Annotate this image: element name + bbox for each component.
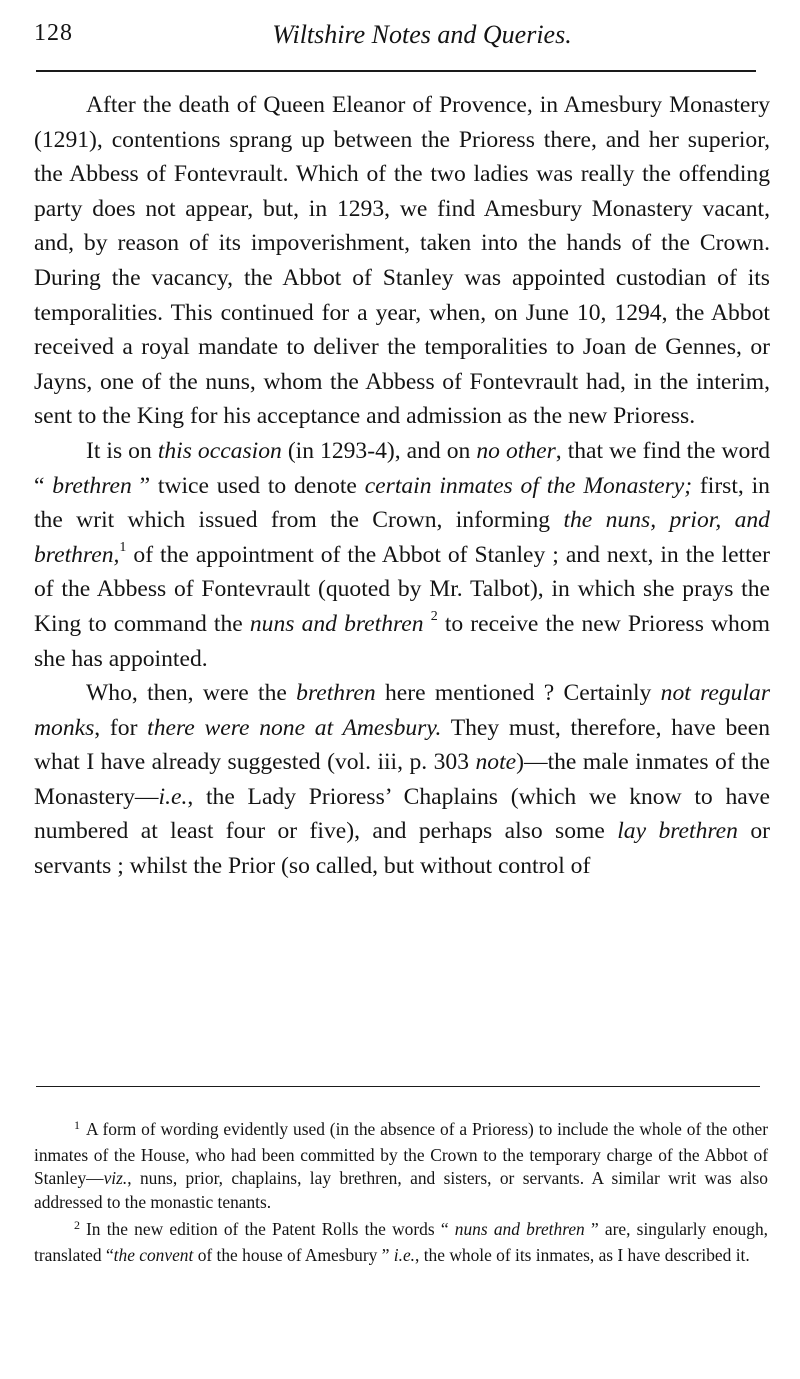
text-run: first, in the writ which issued from the Crown, informing (34, 472, 770, 534)
italic-text: brethren (296, 680, 376, 707)
text-run: )—the male inmates of the Monastery— (34, 749, 770, 810)
italic-text: nuns and brethren (249, 610, 424, 637)
footnote-reference: 1 (119, 539, 127, 555)
italic-text: there were none at Amesbury. (147, 714, 442, 741)
italic-text: viz. (103, 1168, 128, 1189)
page-header (34, 20, 770, 60)
text-run: ” twice used to denote (131, 472, 365, 499)
footnote-mark: 2 (74, 1218, 80, 1233)
footnote-reference: 2 (430, 609, 438, 625)
italic-text: brethren (52, 472, 132, 499)
paragraph (34, 88, 770, 434)
page-number: 128 (34, 20, 73, 46)
body-text (34, 88, 770, 884)
italic-text: no other (476, 437, 556, 464)
paragraph (34, 676, 770, 884)
italic-text: note (475, 749, 517, 776)
text-run: here mentioned ? Certainly (375, 680, 661, 707)
paragraph (34, 434, 770, 676)
text-run: , that we find the word “ (34, 437, 770, 499)
footnote (34, 1218, 768, 1267)
footnote-rule (36, 1086, 760, 1087)
italic-text: nuns and brethren (454, 1219, 585, 1240)
running-title: Wiltshire Notes and Queries. (272, 20, 572, 49)
text-run: They must, therefore, have been what I have already suggested (vol. iii, p. 303 (34, 714, 771, 776)
text-run: A form of wording evidently used (in the absence of a Prioress) to include the whole of the other inmates of the House, who had been committed by the Crown to the temporary charge of the Abbot of Stanley— (34, 1119, 768, 1189)
text-run: Who, then, were the (86, 680, 297, 707)
text-run: It is on (86, 437, 158, 464)
text-run: , the whole of its inmates, as I have described it. (415, 1244, 750, 1265)
text-run: , nuns, prior, chaplains, lay brethren, and sisters, or servants. A similar writ was also addressed to the monastic tenants. (34, 1168, 768, 1212)
text-run: of the appointment of the Abbot of Stanley ; and next, in the letter of the Abbess of Fontevrault (quoted by Mr. Talbot), in which she prays the King to command the (34, 541, 770, 637)
italic-text: lay brethren (617, 818, 738, 845)
text-run (424, 611, 431, 637)
text-run: After the death of Queen Eleanor of Provence, in Amesbury Monastery (1291), contentions sprang up between the Prioress there, and her superior, the Abbess of Fontevrault. Which of the two ladies was really the offending party does not appear, but, in 1293, we find Amesbury Monastery vacant, and, by reason of its impoverishment, taken into the hands of the Crown. During the vacancy, the Abbot of Stanley was appointed custodian of its temporalities. This continued for a year, when, on June 10, 1294, the Abbot received a royal mandate to deliver the temporalities to Joan de Gennes, or Jayns, one of the nuns, whom the Abbess of Fontevrault had, in the interim, sent to the King for his acceptance and admission as the new Prioress. (34, 92, 770, 430)
italic-text: not regular monks (34, 680, 770, 741)
italic-text: the nuns, prior, and brethren, (34, 507, 770, 568)
footnotes (34, 1118, 768, 1272)
text-run: or servants ; whilst the Prior (so called, but without control of (34, 818, 771, 880)
footnote-mark: 1 (74, 1118, 80, 1132)
text-run: to receive the new Prioress whom she has appointed. (34, 610, 770, 672)
text-run: (in 1293-4), and on (281, 437, 477, 464)
header-rule (36, 70, 756, 72)
italic-text: the convent (113, 1244, 194, 1265)
italic-text: certain inmates of the Monastery; (364, 472, 693, 499)
text-run: , the Lady Prioress’ Chaplains (which we know to have numbered at least four or five), and perhaps also some (34, 783, 770, 845)
footnote (34, 1118, 768, 1214)
text-run: of the house of Amesbury ” (193, 1244, 394, 1265)
italic-text: i.e. (158, 783, 188, 810)
text-run: ” are, singularly enough, translated “ (34, 1219, 768, 1265)
italic-text: this occasion (157, 437, 282, 464)
italic-text: i.e. (393, 1244, 416, 1265)
text-run: , for (94, 714, 148, 741)
text-run: In the new edition of the Patent Rolls the words “ (86, 1219, 455, 1240)
